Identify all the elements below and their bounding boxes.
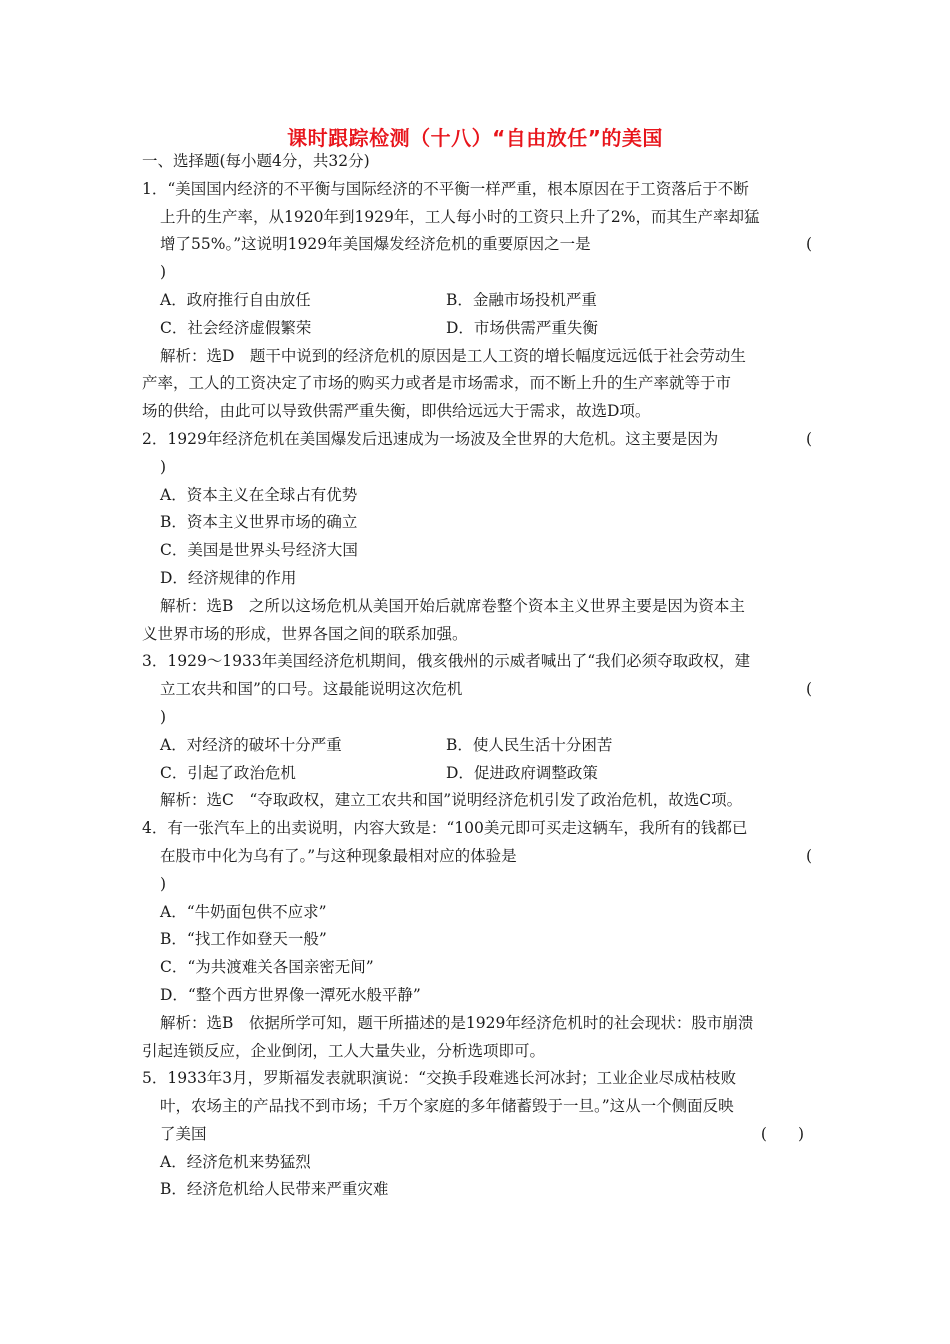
question-1-line-1: 1．“美国国内经济的不平衡与国际经济的不平衡一样严重，根本原因在于工资落后于不断	[142, 179, 749, 198]
option-b: B．金融市场投机严重	[446, 290, 597, 309]
question-3-line-2	[142, 676, 812, 704]
options-row	[142, 732, 812, 760]
answer-paren: ( )	[760, 1124, 804, 1143]
question-3-line-2-text: 立工农共和国”的口号。这最能说明这次危机	[160, 680, 463, 699]
options-row	[142, 287, 812, 315]
question-4-line-1: 4．有一张汽车上的出卖说明，内容大致是：“100美元即可买走这辆车，我所有的钱都已	[142, 819, 748, 838]
option-c: C．“为共渡难关各国亲密无间”	[160, 958, 374, 977]
question-1-line-3-text: 增了55%。”这说明1929年美国爆发经济危机的重要原因之一是	[160, 235, 591, 254]
option-b: B．资本主义世界市场的确立	[160, 513, 358, 532]
option-d: D．“整个西方世界像一潭死水般平静”	[160, 985, 421, 1004]
analysis-line: 解析：选D 题干中说到的经济危机的原因是工人工资的增长幅度远远低于社会劳动生	[160, 346, 746, 365]
question-5-line-3	[142, 1121, 812, 1149]
answer-paren-open: (	[805, 429, 812, 448]
options-row	[142, 315, 812, 343]
analysis-line: 解析：选C “夺取政权，建立工农共和国”说明经济危机引发了政治危机，故选C项。	[160, 791, 743, 810]
analysis-line: 场的供给，由此可以导致供需严重失衡，即供给远远大于需求，故选D项。	[142, 402, 651, 421]
option-d: D．市场供需严重失衡	[446, 318, 598, 337]
section-heading: 一、选择题(每小题4分，共32分)	[142, 152, 370, 170]
question-5-line-1: 5．1933年3月，罗斯福发表就职演说：“交换手段难逃长河冰封；工业企业尽成枯枝败	[142, 1069, 737, 1088]
option-c: C．引起了政治危机	[160, 763, 296, 782]
analysis-line: 引起连锁反应，企业倒闭，工人大量失业，分析选项即可。	[142, 1041, 546, 1060]
option-b: B．经济危机给人民带来严重灾难	[160, 1180, 389, 1199]
question-1-line-2: 上升的生产率，从1920年到1929年，工人每小时的工资只上升了2%，而其生产率却猛	[160, 207, 760, 226]
question-5	[142, 1065, 812, 1204]
question-4-line-2-text: 在股市中化为乌有了。”与这种现象最相对应的体验是	[160, 846, 517, 865]
page-title: 课时跟踪检测（十八）“自由放任”的美国	[287, 126, 663, 150]
question-5-line-3-text: 了美国	[160, 1124, 207, 1143]
option-a: A．资本主义在全球占有优势	[160, 485, 358, 504]
question-4-line-2	[142, 843, 812, 871]
answer-paren-close: )	[160, 263, 167, 282]
option-c: C．社会经济虚假繁荣	[160, 318, 312, 337]
question-4	[142, 815, 812, 1065]
answer-paren-close: )	[160, 874, 167, 893]
question-5-line-2: 叶，农场主的产品找不到市场；千万个家庭的多年储蓄毁于一旦。”这从一个侧面反映	[160, 1097, 734, 1116]
question-1-line-3	[142, 231, 812, 259]
question-3	[142, 648, 812, 815]
document-body	[142, 148, 812, 1204]
option-b: B．“找工作如登天一般”	[160, 930, 327, 949]
option-a: A．“牛奶面包供不应求”	[160, 902, 327, 921]
answer-paren-close: )	[160, 457, 167, 476]
answer-paren-open: (	[805, 846, 812, 865]
answer-paren-open: (	[805, 235, 812, 254]
options-row	[142, 760, 812, 788]
option-a: A．对经济的破坏十分严重	[160, 735, 342, 754]
option-a: A．经济危机来势猛烈	[160, 1152, 311, 1171]
option-a: A．政府推行自由放任	[160, 290, 311, 309]
option-c: C．美国是世界头号经济大国	[160, 541, 358, 560]
analysis-line: 解析：选B 之所以这场危机从美国开始后就席卷整个资本主义世界主要是因为资本主	[160, 596, 745, 615]
analysis-line: 解析：选B 依据所学可知，题干所描述的是1929年经济危机时的社会现状：股市崩溃	[160, 1013, 754, 1032]
answer-paren-open: (	[805, 680, 812, 699]
question-2	[142, 426, 812, 648]
option-b: B．使人民生活十分困苦	[446, 735, 613, 754]
option-d: D．促进政府调整政策	[446, 763, 598, 782]
analysis-line: 产率，工人的工资决定了市场的购买力或者是市场需求，而不断上升的生产率就等于市	[142, 374, 732, 393]
option-d: D．经济规律的作用	[160, 568, 297, 587]
answer-paren-close: )	[160, 707, 167, 726]
question-3-line-1: 3．1929～1933年美国经济危机期间，俄亥俄州的示威者喊出了“我们必须夺取政权，建	[142, 652, 751, 671]
question-2-line-1	[142, 426, 812, 454]
question-1	[142, 176, 812, 426]
question-2-line-1-text: 2．1929年经济危机在美国爆发后迅速成为一场波及全世界的大危机。这主要是因为	[142, 429, 719, 448]
analysis-line: 义世界市场的形成，世界各国之间的联系加强。	[142, 624, 468, 643]
